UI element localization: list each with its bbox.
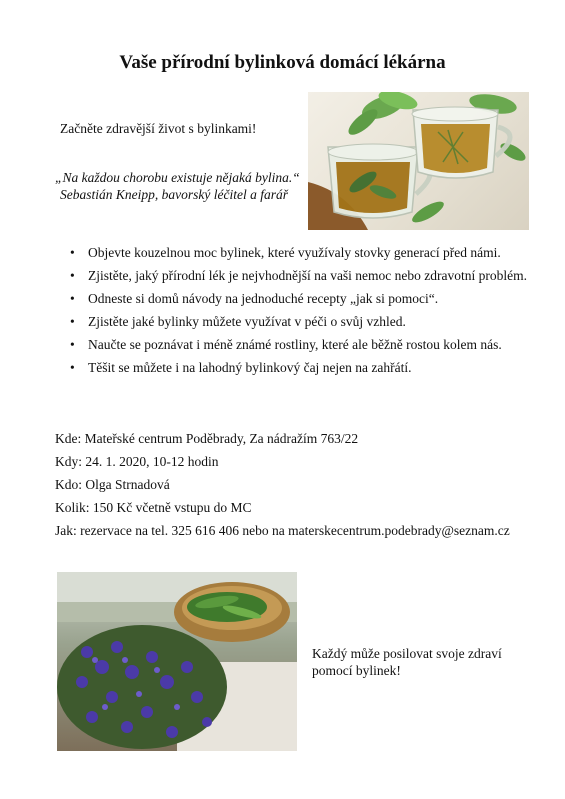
herbs-basket-illustration <box>57 572 297 751</box>
side-note: Každý může posilovat svoje zdraví pomocí bylinek! <box>312 646 502 678</box>
info-location: Kde: Mateřské centrum Poděbrady, Za nádražím 763/22 <box>55 431 359 446</box>
herbs-basket-photo <box>57 572 297 751</box>
info-price: Kolik: 150 Kč včetně vstupu do MC <box>55 500 252 515</box>
list-item: • Zjistěte jaké bylinky můžete využívat v péči o svůj vzhled. <box>70 310 530 333</box>
intro-text: Začněte zdravější život s bylinkami! <box>60 121 257 136</box>
info-reservation: Jak: rezervace na tel. 325 616 406 nebo na materskecentrum.podebrady@seznam.cz <box>55 523 510 538</box>
herbal-tea-photo <box>308 92 529 230</box>
herbal-tea-illustration <box>308 92 529 230</box>
list-item: • Odneste si domů návody na jednoduché recepty „jak si pomoci“. <box>70 287 530 310</box>
list-item: • Zjistěte, jaký přírodní lék je nejvhodnější na vaši nemoc nebo zdravotní problém. <box>70 264 530 287</box>
list-item: • Těšit se můžete i na lahodný bylinkový čaj nejen na zahřátí. <box>70 356 530 379</box>
quote-text: „Na každou chorobu existuje nějaká bylina.“ <box>55 170 300 185</box>
list-item: • Naučte se poznávat i méně známé rostliny, které ale běžně rostou kolem nás. <box>70 333 530 356</box>
quote-author: Sebastián Kneipp, bavorský léčitel a farář <box>60 187 288 202</box>
page-title: Vaše přírodní bylinková domácí lékárna <box>119 52 446 73</box>
list-item: • Objevte kouzelnou moc bylinek, které využívaly stovky generací před námi. <box>70 241 530 264</box>
benefits-list <box>70 241 530 379</box>
info-date: Kdy: 24. 1. 2020, 10-12 hodin <box>55 454 219 469</box>
event-info <box>55 427 510 542</box>
info-lecturer: Kdo: Olga Strnadová <box>55 477 170 492</box>
quote <box>55 169 305 203</box>
